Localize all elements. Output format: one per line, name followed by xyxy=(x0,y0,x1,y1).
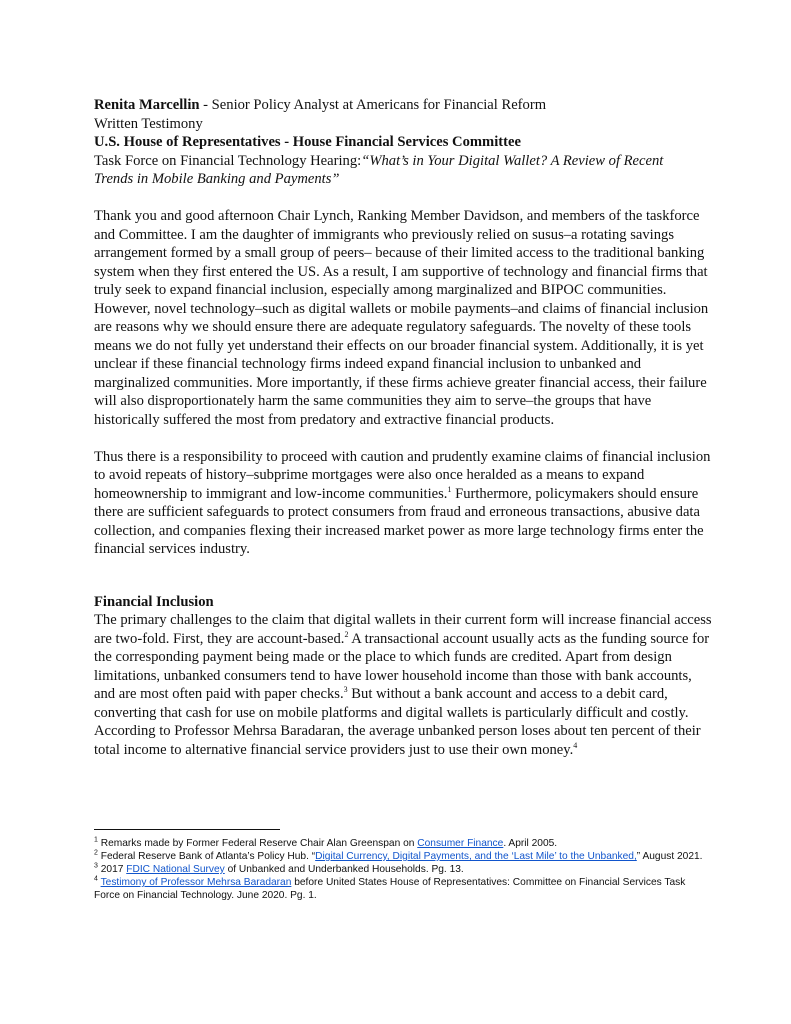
paragraph-fi-text-a: The primary challenges to the claim that digital wallets in their current form will increase financial access are two-fold. First, they are account-based. xyxy=(94,612,712,647)
footnote-1-number: 1 xyxy=(94,836,98,844)
footnote-1-link[interactable]: Consumer Finance xyxy=(417,838,504,849)
footnote-3-tail: of Unbanked and Underbanked Households. Pg. 13. xyxy=(224,864,464,875)
footnote-1-tail: . April 2005. xyxy=(503,838,558,849)
footnote-2 xyxy=(94,850,704,863)
footnote-ref-2[interactable]: 2 xyxy=(344,629,349,639)
footnote-divider xyxy=(94,829,280,830)
paragraph-caution-text-a: Thus there is a responsibility to proceed with caution and prudently examine claims of financial inclusion to avoid repeats of history–subprime mortgages were also once heralded as a means to expand homeownership to immigrant and low-income communities. xyxy=(94,448,711,502)
document-type: Written Testimony xyxy=(94,115,203,132)
hearing-prefix: Task Force on Financial Technology Hearing: xyxy=(94,152,362,169)
author-title: - Senior Policy Analyst at Americans for Financial Reform xyxy=(199,97,547,113)
footnote-3-text: 2017 xyxy=(97,864,127,875)
hearing-title-line1: “What’s in Your Digital Wallet? A Review of Recent xyxy=(361,152,664,169)
document-header xyxy=(94,96,714,189)
footnote-2-number: 2 xyxy=(94,849,98,857)
footnote-2-link[interactable]: Digital Currency, Digital Payments, and the ‘Last Mile’ to the Unbanked, xyxy=(315,851,637,862)
footnote-ref-3[interactable]: 3 xyxy=(343,685,348,695)
hearing-line xyxy=(94,152,714,171)
author-line xyxy=(94,96,714,115)
footnote-4-number: 4 xyxy=(94,875,98,883)
footnote-1 xyxy=(94,837,704,850)
footnote-4-link[interactable]: Testimony of Professor Mehrsa Baradaran xyxy=(100,877,292,888)
paragraph-financial-inclusion xyxy=(94,611,714,759)
footnote-ref-4[interactable]: 4 xyxy=(573,740,578,750)
author-name: Renita Marcellin xyxy=(94,97,200,113)
paragraph-caution xyxy=(94,448,714,559)
footnote-4 xyxy=(94,876,704,902)
document-body xyxy=(94,96,714,778)
section-heading-financial-inclusion: Financial Inclusion xyxy=(94,593,214,610)
footnote-3-number: 3 xyxy=(94,862,98,870)
paragraph-caution-text-b: Furthermore, policymakers should ensure there are sufficient safeguards to protect consumers from fraud and erroneous transactions, abusive data collection, and companies flexing their increased market power as more large technology firms enter the financial services industry. xyxy=(94,485,704,557)
paragraph-fi-text-c: But without a bank account and access to a debit card, converting that cash for use on mobile platforms and digital wallets is particularly difficult and costly. According to Professor Mehrsa Baradaran, the average unbanked person loses about ten percent of their total income to alternative financial service providers just to use their own money. xyxy=(94,686,701,758)
footnote-1-text: Remarks made by Former Federal Reserve Chair Alan Greenspan on xyxy=(97,838,418,849)
paragraph-fi-text-b: A transactional account usually acts as the funding source for the corresponding payment being made or the place to which funds are credited. Apart from design limitations, unbanked consumers tend to have lower household income than those with bank accounts, and are most often paid with paper checks. xyxy=(94,630,710,702)
committee-name: U.S. House of Representatives - House Financial Services Committee xyxy=(94,134,521,150)
footnotes xyxy=(94,837,704,902)
paragraph-intro: Thank you and good afternoon Chair Lynch, Ranking Member Davidson, and members of the taskforce and Committee. I am the daughter of immigrants who previously relied on susus–a rotating savings arrangement formed by a small group of peers– because of their limited access to the traditional banking system when they first entered the US. As a result, I am supportive of technology and financial firms that truly seek to expand financial inclusion, especially among marginalized and BIPOC communities. However, novel technology–such as digital wallets or mobile payments–and claims of financial inclusion are reasons why we should ensure there are adequate regulatory safeguards. The novelty of these tools means we do not fully yet understand their effects on our broader financial system. Additionally, it is yet unclear if these financial technology firms indeed expand financial inclusion to unbanked and marginalized communities. More importantly, if these firms achieve greater financial access, their failure will also disproportionately harm the same communities they aim to serve–the groups that have historically suffered the most from predatory and extractive financial products. xyxy=(94,208,709,428)
footnote-2-tail: ” August 2021. xyxy=(636,851,703,862)
footnote-3 xyxy=(94,863,704,876)
footnote-2-text: Federal Reserve Bank of Atlanta’s Policy Hub. “ xyxy=(97,851,316,862)
footnote-3-link[interactable]: FDIC National Survey xyxy=(126,864,225,875)
footnote-4-tail: before United States House of Representatives: Committee on Financial Services Task Force on Financial Technology. June 2020. Pg. 1. xyxy=(94,877,686,901)
hearing-title-line2: Trends in Mobile Banking and Payments” xyxy=(94,171,340,187)
footnote-ref-1[interactable]: 1 xyxy=(447,484,452,494)
